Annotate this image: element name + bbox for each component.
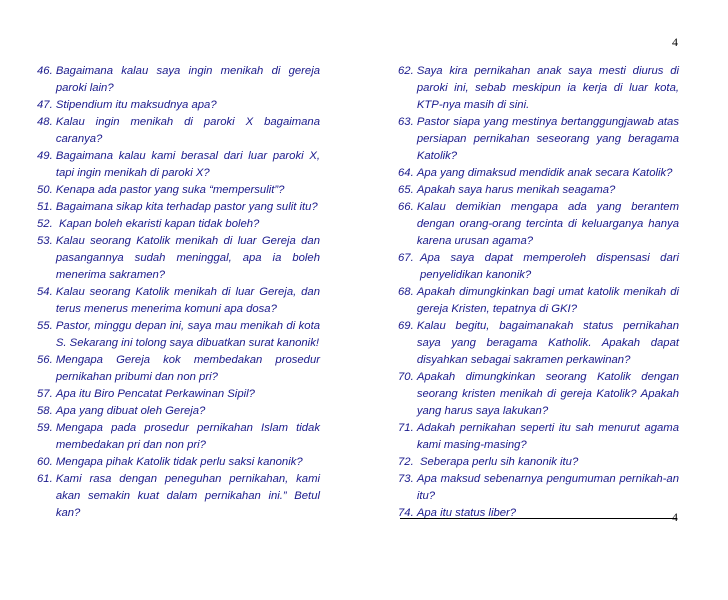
question-number: 72. (398, 456, 420, 468)
question-text: Adakah pernikahan seperti itu sah menurut agama kami masing-masing? (416, 422, 679, 451)
question-text: Seberapa perlu sih kanonik itu? (419, 456, 579, 468)
question-item (37, 216, 320, 233)
question-number: 61. (37, 473, 56, 485)
question-item (37, 284, 320, 318)
question-text: Pastor siapa yang mestinya bertanggungjawab atas persiapan pernikahan seseorang yang beragama Katolik? (416, 116, 679, 162)
question-text: Kalau demikian mengapa ada yang berantem dengan orang-orang tercinta di keluarganya hanya karena urusan agama? (416, 201, 679, 247)
question-item (398, 165, 679, 182)
question-number: 57. (37, 388, 56, 400)
question-item (37, 454, 320, 471)
question-number: 66. (398, 201, 417, 213)
question-text: Bagaimana kalau kami berasal dari luar paroki X, tapi ingin menikah di paroki X? (55, 150, 320, 179)
question-number: 64. (398, 167, 417, 179)
question-number: 63. (398, 116, 417, 128)
question-item (37, 420, 320, 454)
question-item (37, 318, 320, 352)
question-item (398, 454, 679, 471)
question-number: 67. (398, 252, 420, 264)
question-item (37, 114, 320, 148)
question-number: 62. (398, 65, 417, 77)
question-item (37, 386, 320, 403)
question-item (398, 250, 679, 284)
question-number: 73. (398, 473, 417, 485)
footer-divider (400, 518, 677, 519)
question-text: Apa itu Biro Pencatat Perkawinan Sipil? (55, 388, 255, 400)
question-text: Apa itu status liber? (416, 507, 517, 519)
question-number: 49. (37, 150, 56, 162)
question-item (37, 199, 320, 216)
question-text: Kalau begitu, bagaimanakah status pernikahan saya yang beragama Katholik. Apakah dapat disyahkan sebagai sakramen perkawinan? (416, 320, 679, 366)
page-number-bottom: 4 (672, 510, 678, 524)
question-text: Apakah dimungkinkan bagi umat katolik menikah di gereja Kristen, tepatnya di GKI? (416, 286, 679, 315)
question-text: Apa yang dibuat oleh Gereja? (55, 405, 206, 417)
question-item (37, 63, 320, 97)
question-text: Bagaimana sikap kita terhadap pastor yang sulit itu? (55, 201, 318, 213)
question-number: 51. (37, 201, 56, 213)
question-text: Kami rasa dengan peneguhan pernikahan, kami akan semakin kuat dalam pernikahan ini.” Betul kan? (55, 473, 320, 519)
question-item (37, 471, 320, 522)
question-number: 53. (37, 235, 56, 247)
question-text: Pastor, minggu depan ini, saya mau menikah di kota S. Sekarang ini tolong saya dibuatkan surat kanonik! (55, 320, 320, 349)
question-item (37, 182, 320, 199)
question-text: Kapan boleh ekaristi kapan tidak boleh? (58, 218, 260, 230)
question-number: 46. (37, 65, 56, 77)
question-number: 70. (398, 371, 417, 383)
question-number: 52. (37, 218, 59, 230)
question-item (398, 420, 679, 454)
question-text: Kalau ingin menikah di paroki X bagaimana caranya? (55, 116, 320, 145)
question-number: 58. (37, 405, 56, 417)
question-item (37, 233, 320, 284)
question-number: 47. (37, 99, 56, 111)
question-number: 68. (398, 286, 417, 298)
question-text: Mengapa pada prosedur pernikahan Islam tidak membedakan pri dan non pri? (55, 422, 320, 451)
question-text: Apa maksud sebenarnya pengumuman pernikah-an itu? (416, 473, 679, 502)
question-text: Kalau seorang Katolik menikah di luar Gereja, dan terus menerus menerima komuni apa dosa? (55, 286, 320, 315)
question-text: Bagaimana kalau saya ingin menikah di gereja paroki lain? (55, 65, 320, 94)
question-item (398, 471, 679, 505)
question-item (398, 182, 679, 199)
question-number: 71. (398, 422, 417, 434)
question-item (398, 369, 679, 420)
question-item (37, 403, 320, 420)
question-item (37, 352, 320, 386)
question-item (398, 318, 679, 369)
question-item (398, 199, 679, 250)
question-item (398, 114, 679, 165)
question-item (37, 148, 320, 182)
question-text: Saya kira pernikahan anak saya mesti diurus di paroki ini, sebab meskipun ia kerja di luar kota, KTP-nya masih di sini. (416, 65, 679, 111)
page-number-top: 4 (672, 35, 678, 49)
question-text: Apa saya dapat memperoleh dispensasi dari penyelidikan kanonik? (419, 252, 679, 281)
question-number: 55. (37, 320, 56, 332)
right-question-column (398, 63, 679, 522)
question-item (37, 97, 320, 114)
question-number: 54. (37, 286, 56, 298)
question-number: 50. (37, 184, 56, 196)
question-number: 48. (37, 116, 56, 128)
question-text: Stipendium itu maksudnya apa? (55, 99, 217, 111)
question-number: 59. (37, 422, 56, 434)
question-number: 74. (398, 507, 417, 519)
question-text: Mengapa pihak Katolik tidak perlu saksi kanonik? (55, 456, 303, 468)
question-text: Apa yang dimaksud mendidik anak secara Katolik? (416, 167, 673, 179)
left-question-column (37, 63, 320, 522)
question-text: Kalau seorang Katolik menikah di luar Gereja dan pasangannya sudah meninggal, apa ia boleh menerima sakramen? (55, 235, 320, 281)
question-text: Apakah dimungkinkan seorang Katolik dengan seorang kristen menikah di gereja Katolik? Apakah yang harus saya lakukan? (416, 371, 679, 417)
question-number: 56. (37, 354, 56, 366)
question-number: 65. (398, 184, 417, 196)
question-number: 69. (398, 320, 417, 332)
question-item (398, 505, 679, 522)
question-number: 60. (37, 456, 56, 468)
question-item (398, 284, 679, 318)
question-text: Mengapa Gereja kok membedakan prosedur pernikahan pribumi dan non pri? (55, 354, 320, 383)
question-item (398, 63, 679, 114)
question-text: Kenapa ada pastor yang suka “mempersulit”? (55, 184, 285, 196)
question-text: Apakah saya harus menikah seagama? (416, 184, 616, 196)
